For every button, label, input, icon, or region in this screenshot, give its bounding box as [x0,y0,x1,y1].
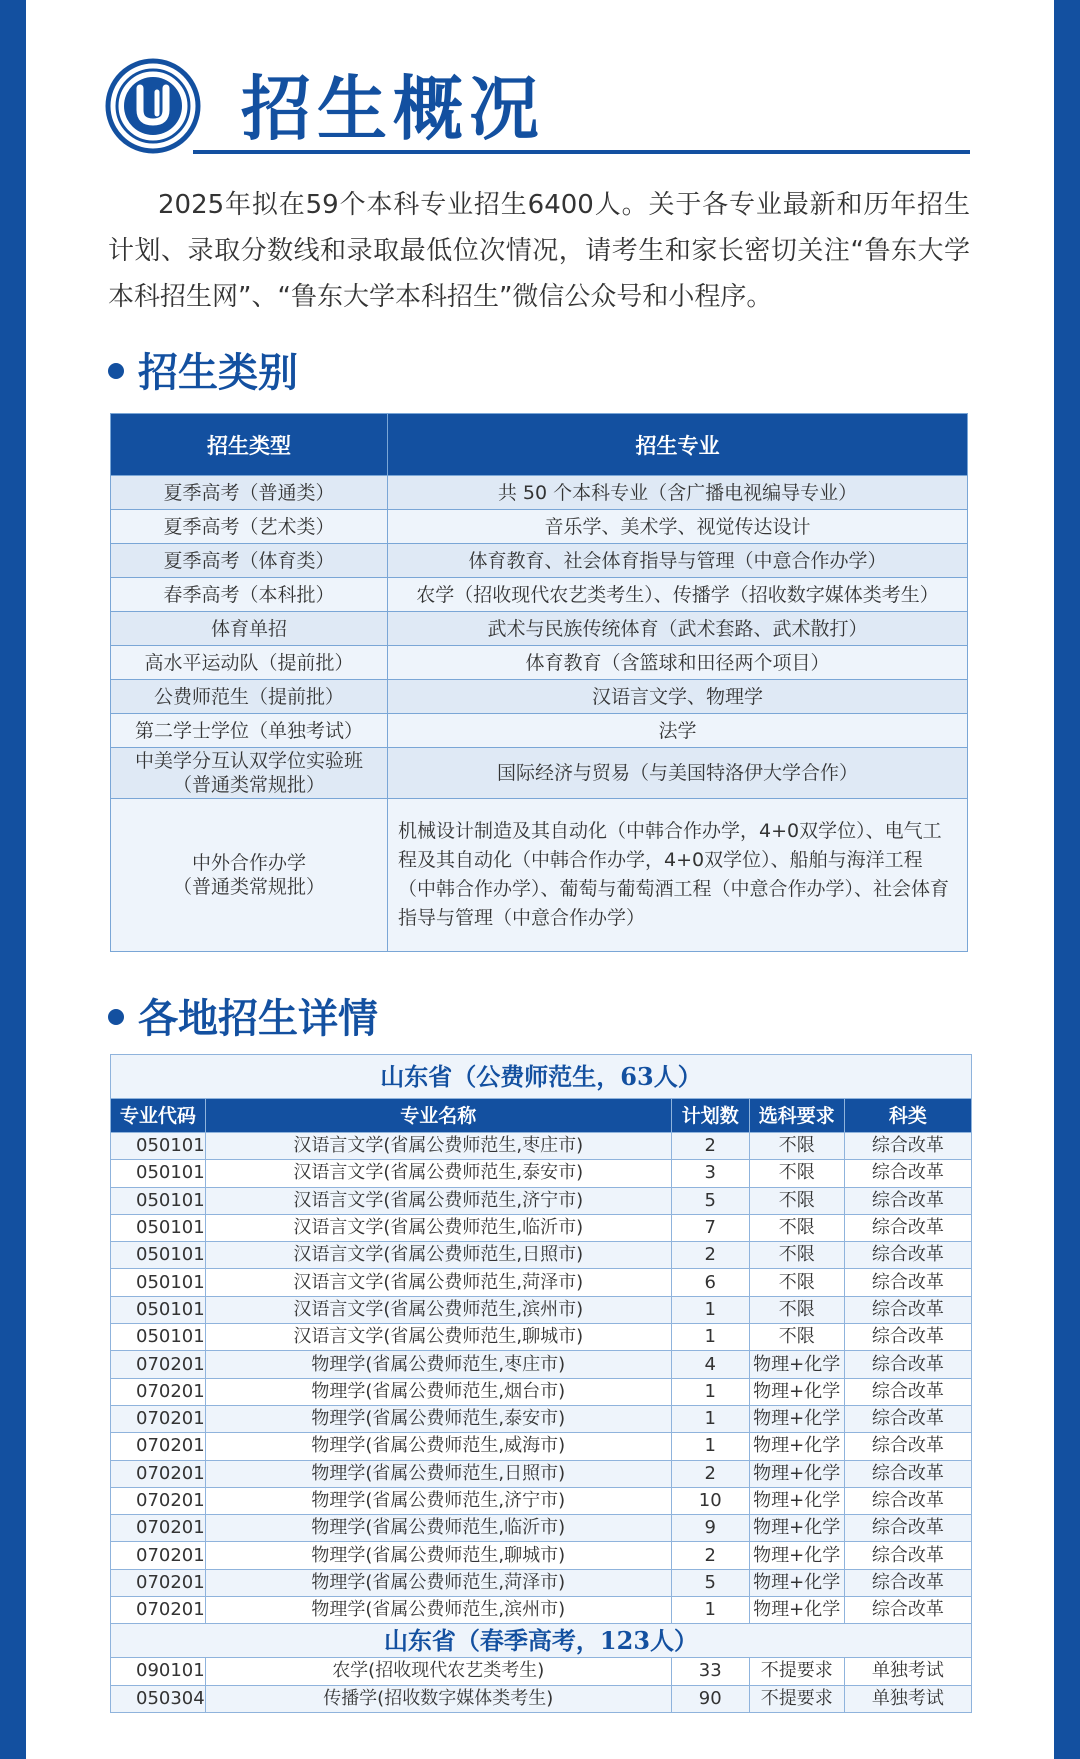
table-cell-plan: 4 [671,1351,749,1378]
table-cell-code: 070201 [111,1378,206,1405]
table-row [111,1569,972,1596]
table-header: 招生类型 [111,414,388,476]
table-cell-plan: 3 [671,1160,749,1187]
table-cell-kind: 综合改革 [844,1269,971,1296]
group-title: 山东省（春季高考，123人） [111,1624,972,1658]
table-row [111,1187,972,1214]
page-title: 招生概况 [241,68,545,150]
table-row [111,1160,972,1187]
table-cell-plan: 1 [671,1296,749,1323]
table-cell-req: 不限 [749,1133,844,1160]
table-cell-plan: 9 [671,1515,749,1542]
table-cell: 夏季高考（体育类） [111,544,388,578]
table-cell-plan: 90 [671,1685,749,1712]
table-row [111,1542,972,1569]
table-cell-req: 不限 [749,1242,844,1269]
table-row [111,1351,972,1378]
table-row [111,799,968,952]
table-cell-req: 不提要求 [749,1658,844,1685]
group-title: 山东省（公费师范生，63人） [111,1055,972,1099]
table-row [111,1487,972,1514]
table-cell-plan: 5 [671,1569,749,1596]
table-cell-req: 物理+化学 [749,1597,844,1624]
cell-line: （普通类常规批） [172,774,325,796]
table-cell-req: 物理+化学 [749,1351,844,1378]
table-cell-kind: 综合改革 [844,1296,971,1323]
table-cell [111,748,388,799]
table-cell-req: 不限 [749,1296,844,1323]
intro-paragraph: 2025年拟在59个本科专业招生6400人。关于各专业最新和历年招生计划、录取分数线和录取最低位次情况，请考生和家长密切关注“鲁东大学本科招生网”、“鲁东大学本科招生”微信公众号和小程序。 [108,190,970,312]
table-cell-req: 物理+化学 [749,1487,844,1514]
table-cell-name: 汉语言文学(省属公费师范生,临沂市) [205,1214,671,1241]
table-cell-name: 物理学(省属公费师范生,日照市) [205,1460,671,1487]
table-cell-kind: 综合改革 [844,1133,971,1160]
table-cell-name: 农学(招收现代农艺类考生) [205,1658,671,1685]
table-cell-req: 物理+化学 [749,1378,844,1405]
table-cell-code: 050101 [111,1133,206,1160]
table-cell-req: 物理+化学 [749,1515,844,1542]
table-cell: 音乐学、美术学、视觉传达设计 [388,510,968,544]
table-cell: 汉语言文学、物理学 [388,680,968,714]
table-cell-plan: 1 [671,1597,749,1624]
table-cell-name: 物理学(省属公费师范生,枣庄市) [205,1351,671,1378]
table-cell-code: 050101 [111,1269,206,1296]
section-heading-categories [108,348,298,398]
table-cell: 共 50 个本科专业（含广播电视编导专业） [388,476,968,510]
table-row [111,680,968,714]
table-row [111,1324,972,1351]
column-header: 专业代码 [111,1099,206,1133]
table-cell-req: 不提要求 [749,1685,844,1712]
table-cell-code: 070201 [111,1351,206,1378]
table-cell-kind: 综合改革 [844,1542,971,1569]
university-logo-icon [105,58,201,154]
table-cell-code: 090101 [111,1658,206,1685]
table-cell: 体育教育（含篮球和田径两个项目） [388,646,968,680]
table-cell-req: 物理+化学 [749,1542,844,1569]
table-cell-plan: 1 [671,1378,749,1405]
table-cell-code: 070201 [111,1433,206,1460]
table-cell-req: 不限 [749,1269,844,1296]
table-cell-kind: 单独考试 [844,1685,971,1712]
table-cell-plan: 1 [671,1324,749,1351]
table-cell-kind: 综合改革 [844,1378,971,1405]
table-cell-code: 070201 [111,1542,206,1569]
table-cell: 春季高考（本科批） [111,578,388,612]
table-cell: 体育单招 [111,612,388,646]
table-row [111,714,968,748]
category-table [110,413,968,952]
table-row [111,1242,972,1269]
table-cell-plan: 7 [671,1214,749,1241]
table-cell [111,799,388,952]
details-table [110,1054,972,1713]
table-cell: 体育教育、社会体育指导与管理（中意合作办学） [388,544,968,578]
table-cell-code: 070201 [111,1460,206,1487]
table-cell-name: 物理学(省属公费师范生,临沂市) [205,1515,671,1542]
table-cell-name: 物理学(省属公费师范生,济宁市) [205,1487,671,1514]
table-cell-code: 070201 [111,1515,206,1542]
table-cell-name: 汉语言文学(省属公费师范生,济宁市) [205,1187,671,1214]
table-row [111,1597,972,1624]
table-row [111,1133,972,1160]
table-cell-name: 物理学(省属公费师范生,威海市) [205,1433,671,1460]
table-row [111,1658,972,1685]
table-cell-req: 不限 [749,1324,844,1351]
table-cell: 国际经济与贸易（与美国特洛伊大学合作） [388,748,968,799]
table-cell-code: 050101 [111,1187,206,1214]
table-cell-code: 070201 [111,1487,206,1514]
table-cell-req: 不限 [749,1160,844,1187]
table-header: 招生专业 [388,414,968,476]
table-cell-name: 汉语言文学(省属公费师范生,聊城市) [205,1324,671,1351]
table-cell-name: 汉语言文学(省属公费师范生,泰安市) [205,1160,671,1187]
table-cell-code: 050101 [111,1160,206,1187]
table-cell-code: 070201 [111,1405,206,1432]
table-row [111,1460,972,1487]
table-row [111,476,968,510]
column-header: 计划数 [671,1099,749,1133]
column-header: 专业名称 [205,1099,671,1133]
left-border-bar [0,0,26,1759]
table-cell-name: 物理学(省属公费师范生,泰安市) [205,1405,671,1432]
table-cell-kind: 综合改革 [844,1187,971,1214]
table-cell-plan: 2 [671,1460,749,1487]
table-cell: 夏季高考（艺术类） [111,510,388,544]
table-cell-name: 汉语言文学(省属公费师范生,菏泽市) [205,1269,671,1296]
table-row [111,1685,972,1712]
table-cell: 农学（招收现代农艺类考生）、传播学（招收数字媒体类考生） [388,578,968,612]
right-border-bar [1054,0,1080,1759]
table-row [111,1515,972,1542]
table-cell-code: 050101 [111,1296,206,1323]
table-cell: 夏季高考（普通类） [111,476,388,510]
table-cell-plan: 10 [671,1487,749,1514]
table-cell-kind: 单独考试 [844,1658,971,1685]
table-row [111,510,968,544]
table-row [111,748,968,799]
table-cell-kind: 综合改革 [844,1569,971,1596]
table-row [111,1405,972,1432]
table-cell-req: 物理+化学 [749,1433,844,1460]
table-row [111,1296,972,1323]
table-cell-code: 050304 [111,1685,206,1712]
table-cell-name: 汉语言文学(省属公费师范生,滨州市) [205,1296,671,1323]
table-cell: 武术与民族传统体育（武术套路、武术散打） [388,612,968,646]
table-cell: 高水平运动队（提前批） [111,646,388,680]
table-cell-plan: 6 [671,1269,749,1296]
header-underline [193,150,970,154]
column-header-row [111,1099,972,1133]
column-header: 科类 [844,1099,971,1133]
group-title-row [111,1624,972,1658]
table-row [111,1433,972,1460]
table-cell-kind: 综合改革 [844,1160,971,1187]
table-cell-code: 050101 [111,1324,206,1351]
table-cell-plan: 2 [671,1242,749,1269]
table-cell-name: 汉语言文学(省属公费师范生,枣庄市) [205,1133,671,1160]
cell-line: 中美学分互认双学位实验班 [134,750,363,772]
table-row [111,578,968,612]
table-cell-kind: 综合改革 [844,1515,971,1542]
table-cell-code: 070201 [111,1597,206,1624]
table-cell-plan: 1 [671,1405,749,1432]
table-cell-name: 物理学(省属公费师范生,菏泽市) [205,1569,671,1596]
table-cell-plan: 5 [671,1187,749,1214]
table-cell-code: 050101 [111,1214,206,1241]
table-cell-name: 物理学(省属公费师范生,滨州市) [205,1597,671,1624]
table-cell-req: 物理+化学 [749,1405,844,1432]
table-cell-kind: 综合改革 [844,1460,971,1487]
table-cell-kind: 综合改革 [844,1405,971,1432]
table-cell-plan: 33 [671,1658,749,1685]
table-cell-name: 传播学(招收数字媒体类考生) [205,1685,671,1712]
table-cell-kind: 综合改革 [844,1351,971,1378]
table-cell-name: 汉语言文学(省属公费师范生,日照市) [205,1242,671,1269]
table-cell-req: 不限 [749,1187,844,1214]
table-cell-kind: 综合改革 [844,1214,971,1241]
table-cell-req: 物理+化学 [749,1460,844,1487]
page-header [105,58,970,158]
group-title-row [111,1055,972,1099]
cell-line: 中外合作办学 [191,852,306,874]
table-cell-code: 050101 [111,1242,206,1269]
table-cell-plan: 2 [671,1133,749,1160]
table-cell: 第二学士学位（单独考试） [111,714,388,748]
table-cell-kind: 综合改革 [844,1487,971,1514]
table-row [111,544,968,578]
table-cell-kind: 综合改革 [844,1242,971,1269]
section-heading-details [108,994,378,1044]
table-cell-name: 物理学(省属公费师范生,聊城市) [205,1542,671,1569]
section-heading-text: 各地招生详情 [138,996,378,1042]
bullet-dot-icon [108,363,124,379]
table-cell: 法学 [388,714,968,748]
table-cell: 公费师范生（提前批） [111,680,388,714]
cell-line: （普通类常规批） [172,876,325,898]
table-row [111,612,968,646]
table-cell-plan: 1 [671,1433,749,1460]
table-cell: 机械设计制造及其自动化（中韩合作办学，4+0双学位）、电气工程及其自动化（中韩合作办学，4+0双学位）、船舶与海洋工程（中韩合作办学）、葡萄与葡萄酒工程（中意合作办学）、社会体育指导与管理（中意合作办学） [388,799,968,952]
table-row [111,1378,972,1405]
table-cell-name: 物理学(省属公费师范生,烟台市) [205,1378,671,1405]
table-row [111,1214,972,1241]
table-cell-kind: 综合改革 [844,1433,971,1460]
table-cell-req: 不限 [749,1214,844,1241]
table-cell-plan: 2 [671,1542,749,1569]
table-row [111,646,968,680]
section-heading-text: 招生类别 [138,350,298,396]
table-cell-code: 070201 [111,1569,206,1596]
table-row [111,1269,972,1296]
table-cell-kind: 综合改革 [844,1597,971,1624]
table-cell-kind: 综合改革 [844,1324,971,1351]
table-cell-req: 物理+化学 [749,1569,844,1596]
bullet-dot-icon [108,1009,124,1025]
column-header: 选科要求 [749,1099,844,1133]
